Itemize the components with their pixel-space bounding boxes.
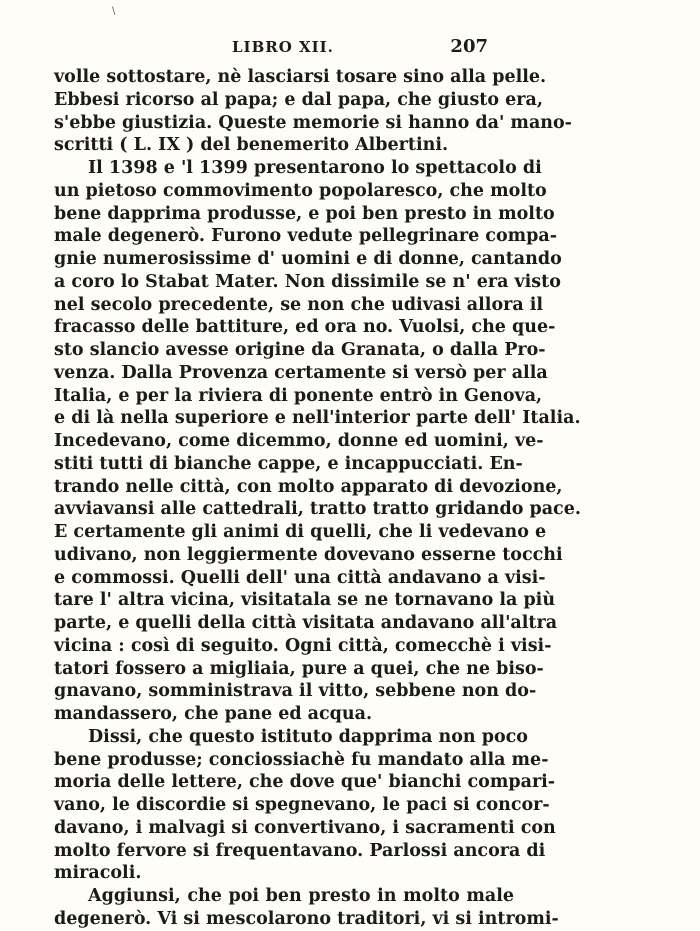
text-line: nel secolo precedente, se non che udivasi allora il (54, 294, 544, 315)
text-line: mandassero, che pane ed acqua. (54, 704, 373, 724)
text-line: un pietoso commovimento popolaresco, che molto (54, 180, 547, 201)
text-line: udivano, non leggiermente dovevano esserne tocchi (54, 544, 563, 565)
text-line: davano, i malvagi si convertivano, i sacramenti con (54, 817, 556, 838)
text-line: vicina : così di seguito. Ogni città, comecchè i visi- (54, 635, 552, 656)
body-text (54, 66, 581, 931)
text-line: E certamente gli animi di quelli, che li vedevano e (54, 522, 547, 542)
page-number: 207 (450, 36, 488, 57)
text-line: Aggiunsi, che poi ben presto in molto male (88, 886, 514, 906)
text-line: a coro lo Stabat Mater. Non dissimile se n' era visto (54, 271, 561, 292)
text-line: Incedevano, come dicemmo, donne ed uomini, ve- (54, 431, 544, 451)
text-line: gnavano, somministrava il vitto, sebbene non do- (54, 681, 537, 702)
text-line: vano, le discordie si spegnevano, le paci si concor- (54, 795, 550, 815)
text-line: miracoli. (54, 863, 142, 884)
text-line: tare l' altra vicina, visitatala se ne tornavano la più (54, 590, 556, 611)
text-line: scritti ( L. IX ) del benemerito Albertini. (54, 135, 449, 156)
text-line: parte, e quelli della città visitata andavano all'altra (54, 613, 558, 633)
text-line: Il 1398 e 'l 1399 presentarono lo spettacolo di (88, 158, 542, 178)
text-line: gnie numerosissime d' uomini e di donne, cantando (54, 249, 562, 269)
text-line: sto slancio avesse origine da Granata, o dalla Pro- (54, 340, 546, 360)
text-line: molto fervore si frequentavano. Parlossi ancora di (54, 840, 546, 861)
text-line: bene produsse; conciossiachè fu mandato alla me- (54, 749, 549, 770)
text-line: avviavansi alle cattedrali, tratto tratto gridando pace. (54, 499, 581, 520)
text-line: male degenerò. Furono vedute pellegrinare compa- (54, 226, 557, 247)
text-line: e commossi. Quelli dell' una città andavano a visi- (54, 567, 546, 588)
text-line: bene dapprima produsse, e poi ben presto in molto (54, 203, 555, 224)
text-line: Italia, e per la riviera di ponente entrò in Genova, (54, 385, 543, 406)
text-line: e di là nella superiore e nell'interior parte dell' Italia. (54, 408, 581, 429)
running-title: LIBRO XII. (232, 38, 334, 56)
text-line: Dissi, che questo istituto dapprima non poco (88, 726, 528, 747)
margin-mark: \ (112, 6, 116, 17)
text-line: volle sottostare, nè lasciarsi tosare sino alla pelle. (54, 67, 547, 87)
text-line: Ebbesi ricorso al papa; e dal papa, che giusto era, (54, 89, 543, 110)
text-line: degenerò. Vi si mescolarono traditori, vi si intromi- (54, 908, 559, 929)
text-line: fracasso delle battiture, ed ora no. Vuolsi, che que- (54, 317, 556, 338)
page-header (108, 38, 488, 62)
text-line: trando nelle città, con molto apparato di devozione, (54, 476, 563, 497)
text-line: stiti tutti di bianche cappe, e incappucciati. En- (54, 453, 523, 474)
text-line: venza. Dalla Provenza certamente si versò per alla (54, 362, 548, 383)
text-line: s'ebbe giustizia. Queste memorie si hanno da' mano- (54, 112, 572, 133)
text-line: tatori fossero a migliaia, pure a quei, che ne biso- (54, 658, 544, 679)
text-line: moria delle lettere, che dove que' bianchi compari- (54, 772, 556, 793)
